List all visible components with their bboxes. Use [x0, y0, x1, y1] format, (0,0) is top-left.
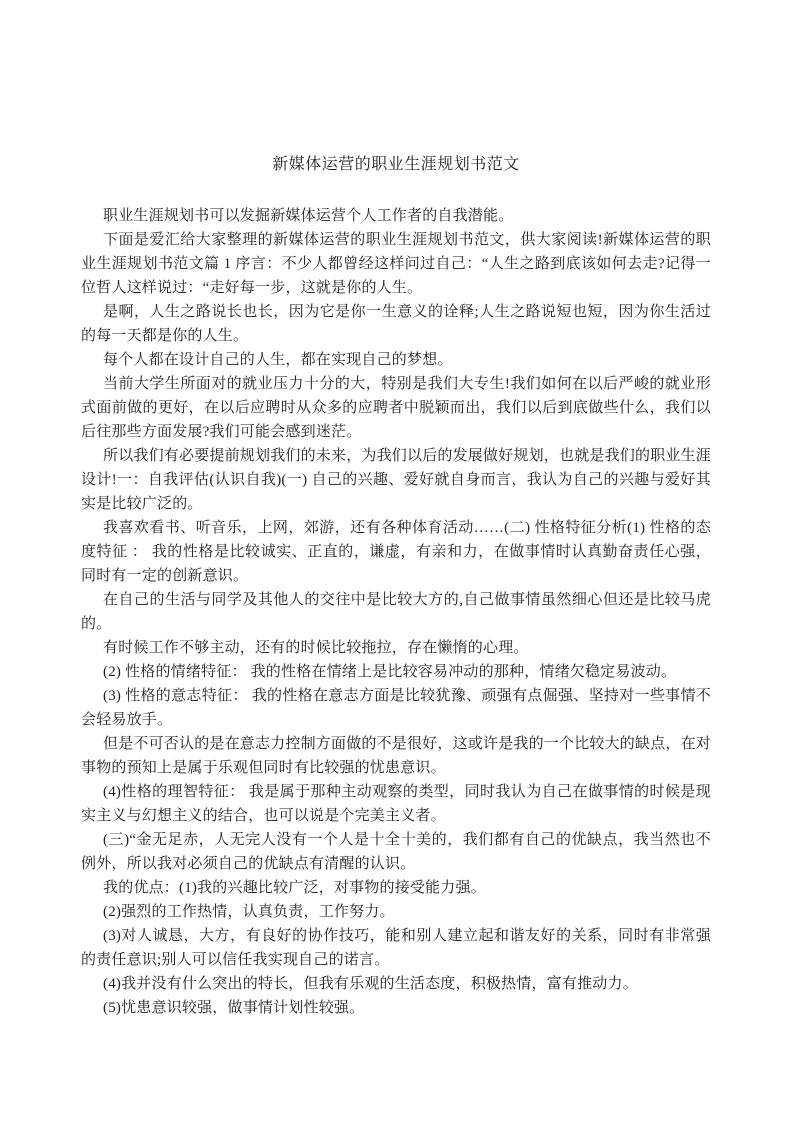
paragraph: 下面是爱汇给大家整理的新媒体运营的职业生涯规划书范文，供大家阅读!新媒体运营的职业生涯规划书范文篇 1 序言：不少人都曾经这样问过自己：“人生之路到底该如何去走?记得一位哲人这样说过：“走好每一步，这就是你的人生。 — [81, 232, 711, 296]
paragraph: 当前大学生所面对的就业压力十分的大，特别是我们大专生!我们如何在以后严峻的就业形式面前做的更好，在以后应聘时从众多的应聘者中脱颖而出，我们以后到底做些什么，我们以后往那些方面发展?我们可能会感到迷茫。 — [81, 376, 711, 440]
paragraph: (4)我并没有什么突出的特长，但我有乐观的生活态度，积极热情，富有推动力。 — [103, 976, 638, 992]
paragraph: 所以我们有必要提前规划我们的未来，为我们以后的发展做好规划，也就是我们的职业生涯设计!一：自我评估(认识自我)(一) 自己的兴趣、爱好就自身而言，我认为自己的兴趣与爱好其实是比较广泛的。 — [81, 448, 712, 512]
paragraph: 我的优点：(1)我的兴趣比较广泛，对事物的接受能力强。 — [103, 880, 486, 896]
paragraph: (2) 性格的情绪特征： 我的性格在情绪上是比较容易冲动的那种，情绪欠稳定易波动。 — [103, 664, 677, 680]
document-title: 新媒体运营的职业生涯规划书范文 — [272, 156, 520, 173]
paragraph: 每个人都在设计自己的人生，都在实现自己的梦想。 — [103, 352, 453, 368]
paragraph: (2)强烈的工作热情，认真负责，工作努力。 — [103, 904, 395, 920]
paragraph: 有时候工作不够主动，还有的时候比较拖拉，存在懒惰的心理。 — [103, 640, 529, 656]
paragraph: (4)性格的理智特征： 我是属于那种主动观察的类型，同时我认为自己在做事情的时候是现实主义与幻想主义的结合，也可以说是个完美主义者。 — [81, 784, 711, 824]
document-body — [81, 204, 711, 1020]
paragraph: 我喜欢看书、听音乐，上网，郊游，还有各种体育活动……(二) 性格特征分析(1) 性格的态度特征 ： 我的性格是比较诚实、正直的，谦虚，有亲和力，在做事情时认真勤奋责任心强，同时有一定的创新意识。 — [81, 520, 711, 584]
paragraph: 职业生涯规划书可以发掘新媒体运营个人工作者的自我潜能。 — [103, 208, 514, 224]
paragraph: (3) 性格的意志特征： 我的性格在意志方面是比较犹豫、顽强有点倔强、坚持对一些事情不会轻易放手。 — [81, 688, 711, 728]
paragraph: 是啊，人生之路说长也长，因为它是你一生意义的诠释;人生之路说短也短，因为你生活过的每一天都是你的人生。 — [81, 304, 711, 344]
paragraph: (三)“金无足赤，人无完人没有一个人是十全十美的，我们都有自己的优缺点，我当然也不例外，所以我对必须自己的优缺点有清醒的认识。 — [81, 832, 711, 872]
paragraph: (5)忧患意识较强，做事情计划性较强。 — [103, 1000, 365, 1016]
paragraph: (3)对人诚恳，大方，有良好的协作技巧，能和别人建立起和谐友好的关系，同时有非常强的责任意识;别人可以信任我实现自己的诺言。 — [81, 928, 711, 968]
paragraph: 但是不可否认的是在意志力控制方面做的不是很好，这或许是我的一个比较大的缺点，在对事物的预知上是属于乐观但同时有比较强的忧患意识。 — [81, 736, 712, 776]
paragraph: 在自己的生活与同学及其他人的交往中是比较大方的,自己做事情虽然细心但还是比较马虎的。 — [81, 592, 711, 632]
